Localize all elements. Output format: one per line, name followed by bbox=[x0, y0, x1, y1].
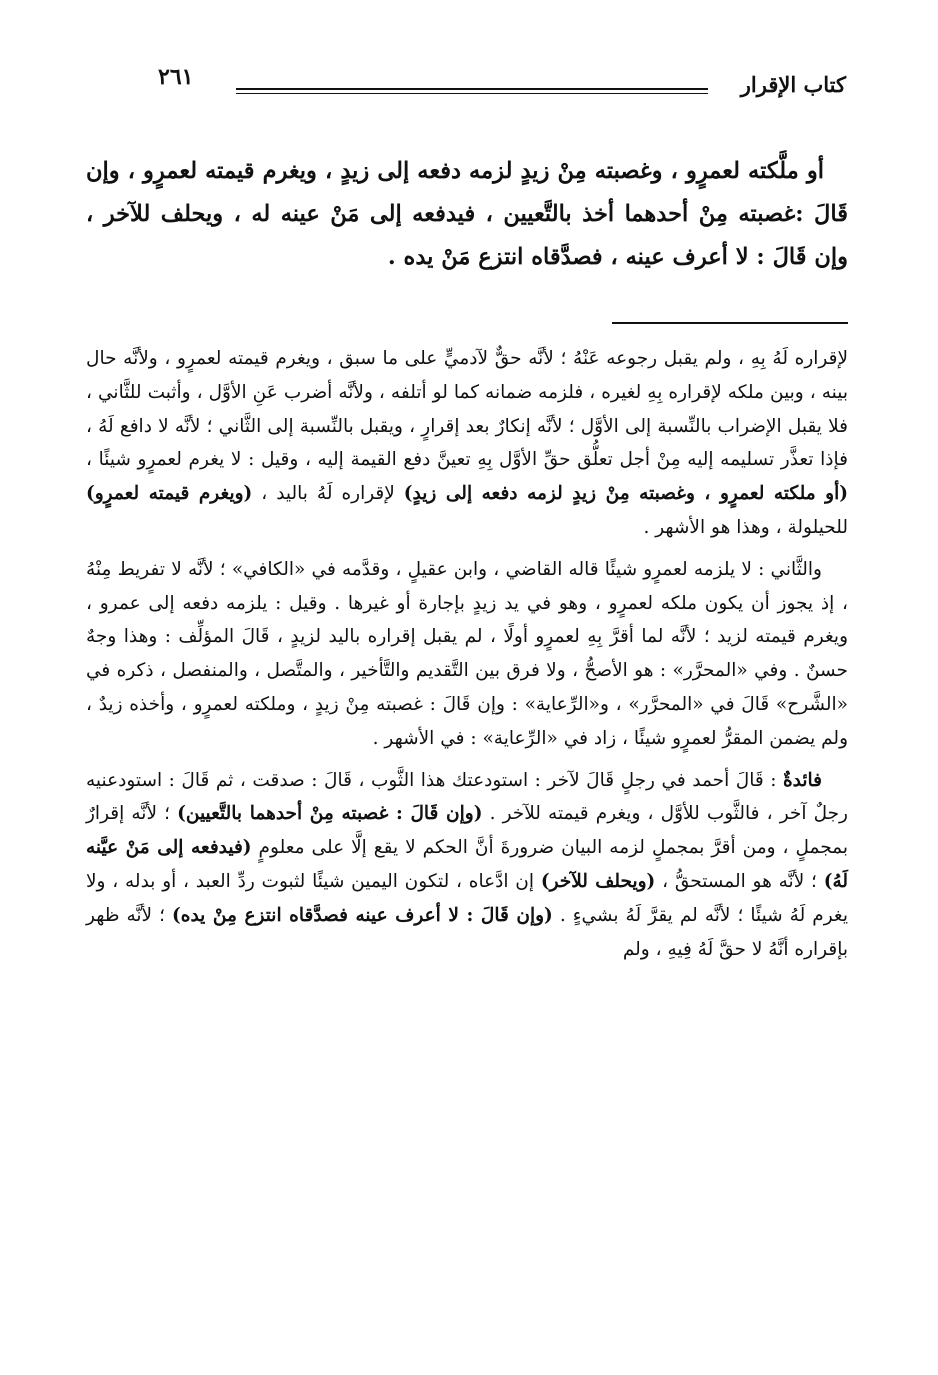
commentary-text: ؛ لأنَّه إقرارٌ بمجملٍ ، ومن أقرَّ بمجملٍ لزمه البيان ضرورةَ أنَّ الحكم لا يقع إلَّا على معلومٍ bbox=[86, 803, 848, 859]
quoted-matn: (فيدفعه إلى مَنْ عيَّنه لَهُ) bbox=[86, 837, 848, 892]
page-header bbox=[158, 62, 846, 102]
quoted-matn: (ويحلف للآخر) bbox=[540, 870, 656, 892]
main-text-paragraph: أو ملَّكته لعمرٍو ، وغصبته مِنْ زيدٍ لزمه دفعه إلى زيدٍ ، ويغرم قيمته لعمرٍو ، وإن قَالَ :غصبته مِنْ أحدهما أخذ بالتَّعيين ، فيدفعه إلى مَنْ عينه له ، ويحلف للآخر ، وإن قَالَ : لا أعرف عينه ، فصدَّقاه انتزع مَنْ يده . bbox=[86, 158, 848, 270]
header-rule bbox=[236, 88, 708, 90]
commentary-text: : قَالَ أحمد في رجلٍ قَالَ لآخر : استودعتك هذا الثَّوب ، قَالَ : صدقت ، ثم قَالَ : استودعنيه رجلٌ آخر ، فالثَّوب للأوَّل ، ويغرم قيمته للآخر . bbox=[86, 769, 848, 825]
commentary-text: إن ادَّعاه ، لتكون اليمين شيئًا لثبوت ردِّ العبد ، أو بدله ، ولا يغرم لَهُ شيئًا ؛ لأنَّه لم يقرَّ لَهُ بشيءٍ . bbox=[86, 870, 848, 926]
commentary bbox=[86, 342, 848, 966]
benefit-label: فائدةٌ bbox=[782, 769, 822, 791]
commentary-text: لإقراره لَهُ باليد ، bbox=[252, 483, 404, 505]
commentary-text: للحيلولة ، وهذا هو الأشهر . bbox=[643, 516, 848, 538]
commentary-paragraph-2: والثَّاني : لا يلزمه لعمرٍو شيئًا قاله القاضي ، وابن عقيلٍ ، وقدَّمه في «الكافي» ؛ لأنَّه لا تفريط مِنْهُ ، إذ يجوز أن يكون ملكه لعمرٍو ، وهو في يد زيدٍ بإجارة أو غيرها . وقيل : يلزمه دفعه إلى عمرو ، ويغرم قيمته لزيد ؛ لأنَّه لما أقرَّ بِهِ لعمرٍو أولًا ، لم يقبل إقراره باليد لزيدٍ ، قَالَ المؤلِّف : وهذا وجهٌ حسنٌ . وفي «المحرَّر» : هو الأصحُّ ، ولا فرق بين التَّقديم والتَّأخير ، والمتَّصل ، والمنفصل ، ذكره في «الشَّرح» قَالَ في «المحرَّر» ، و«الرِّعاية» : وإن قَالَ : غصبته مِنْ زيدٍ ، وملكته لعمرٍو ، وأخذه زيدٌ ، ولم يضمن المقرُّ لعمرٍو شيئًا ، زاد في «الرِّعاية» : في الأشهر . bbox=[86, 558, 849, 749]
commentary-paragraph-3 bbox=[86, 764, 848, 967]
page-number: ٢٦١ bbox=[158, 64, 194, 90]
commentary-text: لإقراره لَهُ بِهِ ، ولم يقبل رجوعه عَنْهُ ؛ لأنَّه حقٌّ لآدميٍّ على ما سبق ، ويغرم قيمته لعمرٍو ، ولأنَّه حال بينه ، وبين ملكه لإقراره بِهِ لغيره ، فلزمه ضمانه كما لو أتلفه ، ولأنَّه أضرب عَنِ الأوَّل ، وأثبت للثَّاني ، فلا يقبل الإضراب بالنِّسبة إلى الأوَّل ؛ لأنَّه إنكارٌ بعد إقرارٍ ، ويقبل بالنِّسبة إلى الثَّاني ؛ لأنَّه لا دافع لَهُ ، فإذا تعذَّر تسليمه إليه مِنْ أجل تعلُّق حقِّ الأوَّل بِهِ تعينَّ دفع القيمة إليه ، وقيل : لا يغرم لعمرٍو شيئًا ، bbox=[86, 348, 848, 471]
main-text bbox=[86, 150, 848, 279]
quoted-matn: (وإن قَالَ : لا أعرف عينه فصدَّقاه انتزع مِنْ يده) bbox=[172, 904, 553, 926]
running-title: كتاب الإقرار bbox=[740, 72, 846, 97]
quoted-matn: (ويغرم قيمته لعمرٍو) bbox=[86, 483, 253, 505]
header-rule-thin bbox=[236, 93, 708, 94]
footnote-separator bbox=[612, 322, 848, 324]
commentary-paragraph-1 bbox=[86, 342, 848, 545]
quoted-matn: (أو ملكته لعمرٍو ، وغصبته مِنْ زيدٍ لزمه دفعه إلى زيدٍ) bbox=[403, 483, 849, 505]
commentary-text: ؛ لأنَّه هو المستحقُّ ، bbox=[655, 870, 824, 892]
commentary-text: ؛ لأنَّه ظهر بإقراره أنَّهُ لا حقَّ لَهُ فِيهِ ، ولم bbox=[86, 904, 848, 960]
quoted-matn: (وإن قَالَ : غصبته مِنْ أحدهما بالتَّعيين) bbox=[177, 803, 483, 825]
